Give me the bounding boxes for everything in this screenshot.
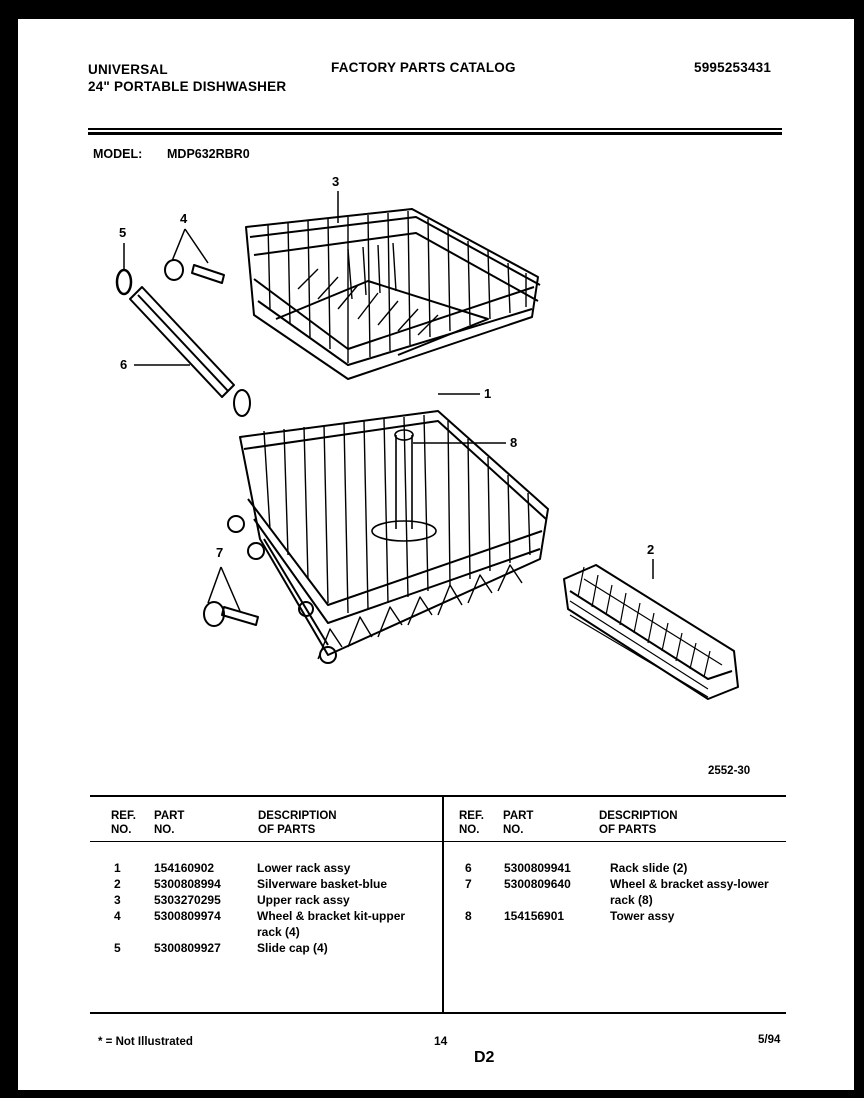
col-part-header: PART NO.: [154, 810, 185, 836]
callout-6: 6: [120, 357, 128, 372]
brand-name: UNIVERSAL: [88, 62, 168, 77]
catalog-title: FACTORY PARTS CATALOG: [331, 60, 516, 75]
col-ref-header-right: REF. NO.: [459, 810, 484, 836]
figure-id: 2552-30: [708, 765, 751, 777]
callout-8: 8: [510, 435, 518, 450]
col-ref-header: REF. NO.: [111, 810, 136, 836]
model-value: MDP632RBR0: [167, 147, 250, 161]
callout-1: 1: [484, 386, 492, 401]
parts-table: REF. NO. PART NO. DESCRIPTION OF PARTS REF. NO. PART NO. DESCRIPTION OF PARTS 1 154160902 Lower rack assy 2 5300808994 Silverware basket-blue 3 5303270295 Upper rack assy 4 5300809974 Wheel & bracket kit-upper rack (4) 5 5300809927 Slide cap (4) 6 5300809941 Rack slide (2) 7 5300809640 Wheel & bracket assy-lower rack (8) 8 154156901 Tower assy: [18, 19, 854, 1019]
table-header-rule: [90, 841, 786, 842]
callout-7: 7: [216, 545, 224, 560]
col-desc-header-right: DESCRIPTION OF PARTS: [599, 810, 678, 836]
callout-5: 5: [119, 225, 127, 240]
col-part-header-right: PART NO.: [503, 810, 534, 836]
product-name: 24" PORTABLE DISHWASHER: [88, 79, 287, 94]
table-top-rule: [90, 795, 786, 797]
catalog-number: 5995253431: [694, 60, 772, 75]
revision-date: 5/94: [758, 1034, 781, 1046]
table-bottom-rule: [90, 1012, 786, 1014]
table-divider: [442, 795, 444, 1013]
section-code: D2: [474, 1049, 495, 1066]
model-label: MODEL:: [93, 147, 143, 161]
catalog-page: [18, 19, 854, 1090]
callout-3: 3: [332, 174, 340, 189]
callout-2: 2: [647, 542, 655, 557]
callout-4: 4: [180, 211, 188, 226]
not-illustrated-legend: * = Not Illustrated: [98, 1036, 193, 1048]
col-desc-header: DESCRIPTION OF PARTS: [258, 810, 337, 836]
page-number: 14: [434, 1034, 448, 1048]
